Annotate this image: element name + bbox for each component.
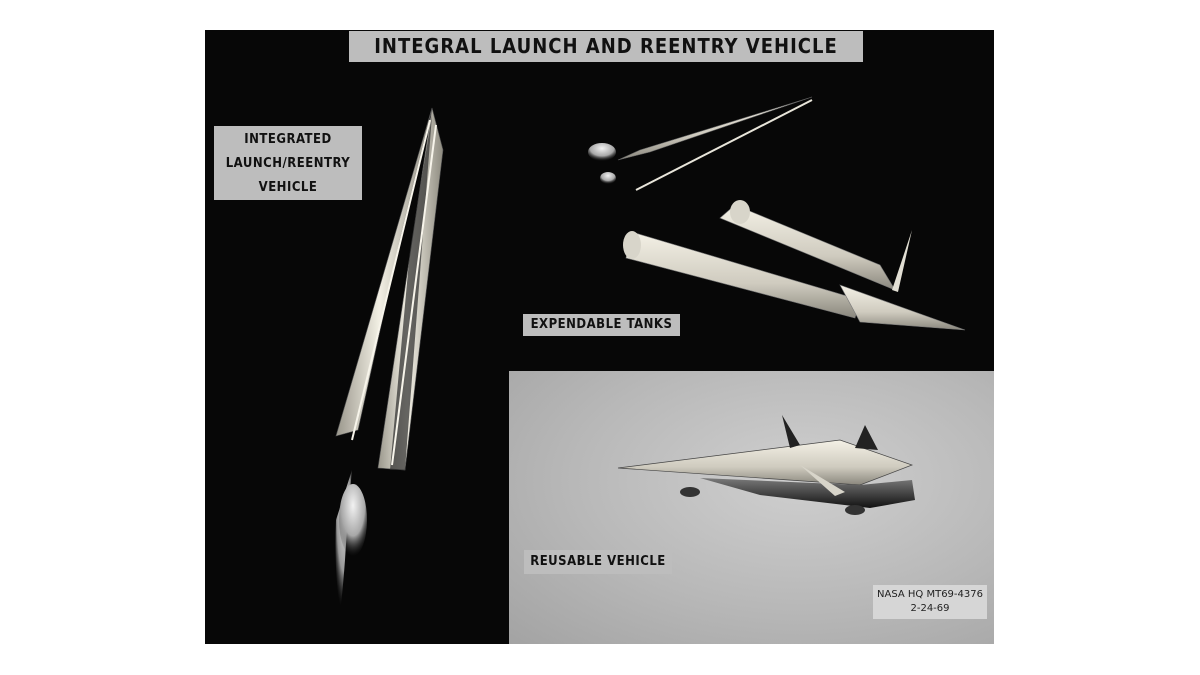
expendable-tanks-illustration [588,97,965,330]
photo-credit-date: 2-24-69 [910,603,950,614]
poster-title: INTEGRAL LAUNCH AND REENTRY VEHICLE [349,31,863,62]
integrated-vehicle-label [214,126,362,200]
photo-credit-id: NASA HQ MT69-4376 [877,589,983,600]
photo-credit-stamp [873,585,987,619]
reusable-vehicle-illustration [618,415,915,515]
expendable-tanks-label: EXPENDABLE TANKS [523,314,680,336]
integrated-label-line1: INTEGRATED [244,132,332,147]
integrated-label-line3: VEHICLE [258,180,318,195]
integrated-label-line2: LAUNCH/REENTRY [225,156,351,171]
reusable-vehicle-label: REUSABLE VEHICLE [524,550,672,574]
